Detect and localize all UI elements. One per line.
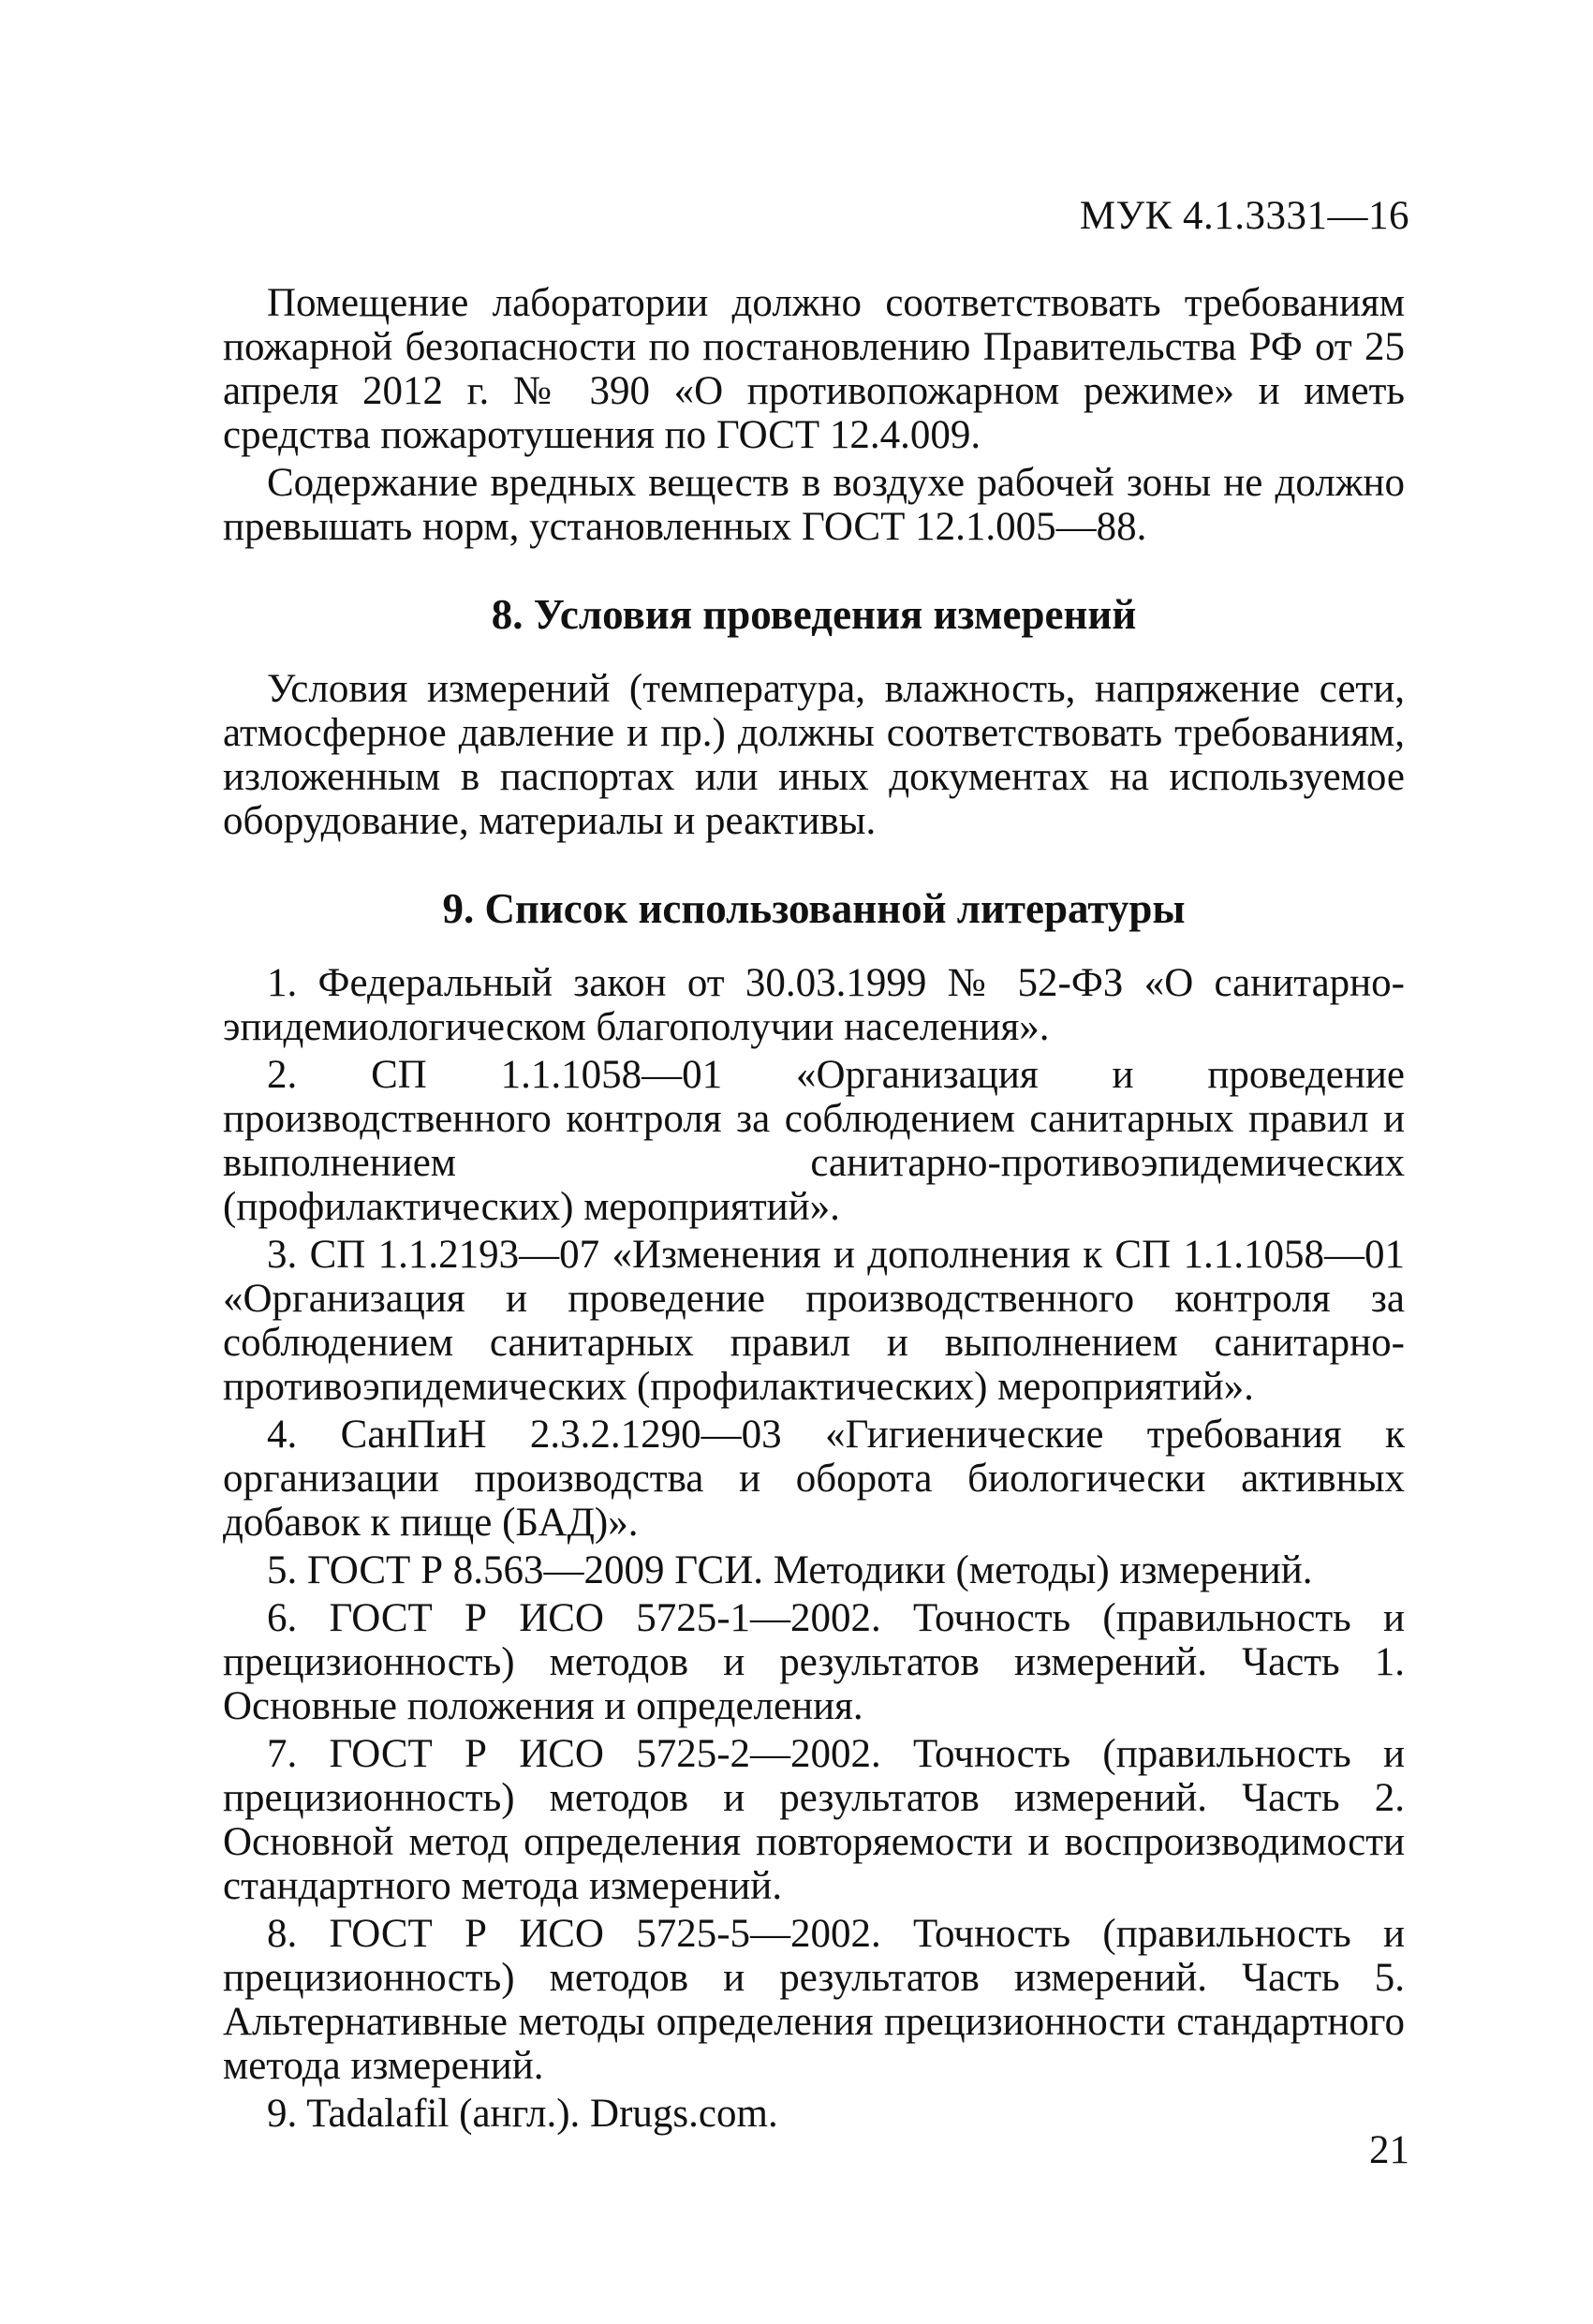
page-content xyxy=(223,281,1405,2139)
reference-item: 1. Федеральный закон от 30.03.1999 № 52-ФЗ «О санитарно-эпидемиологическом благополучии населения». xyxy=(223,961,1405,1049)
reference-item: 8. ГОСТ Р ИСО 5725-5—2002. Точность (правильность и прецизионность) методов и результатов измерений. Часть 5. Альтернативные методы определения прецизионности стандартного метода измерений. xyxy=(223,1912,1405,2088)
section-heading-references: 9. Список использованной литературы xyxy=(442,885,1186,932)
reference-item: 6. ГОСТ Р ИСО 5725-1—2002. Точность (правильность и прецизионность) методов и результатов измерений. Часть 1. Основные положения и определения. xyxy=(223,1596,1405,1728)
page-number: 21 xyxy=(1369,2128,1409,2172)
intro-paragraph: Помещение лаборатории должно соответствовать требованиям пожарной безопасности по постановлению Правительства РФ от 25 апреля 2012 г. № 390 «О противопожарном режиме» и иметь средства пожаротушения по ГОСТ 12.4.009. xyxy=(223,281,1405,457)
section-heading-conditions: 8. Условия проведения измерений xyxy=(491,591,1137,638)
intro-paragraph: Содержание вредных веществ в воздухе рабочей зоны не должно превышать норм, установленных ГОСТ 12.1.005—88. xyxy=(223,461,1405,549)
reference-item: 5. ГОСТ Р 8.563—2009 ГСИ. Методики (методы) измерений. xyxy=(267,1548,1313,1592)
reference-item: 2. СП 1.1.1058—01 «Организация и проведение производственного контроля за соблюдением санитарных правил и выполнением санитарно-противоэпидемических (профилактических) мероприятий». xyxy=(223,1053,1405,1229)
document-code: МУК 4.1.3331—16 xyxy=(1079,194,1409,238)
reference-list xyxy=(223,961,1405,2136)
reference-item: 3. СП 1.1.2193—07 «Изменения и дополнения к СП 1.1.1058—01 «Организация и проведение производственного контроля за соблюдением санитарных правил и выполнением санитарно-противоэпидемических (профилактических) мероприятий». xyxy=(223,1233,1405,1409)
reference-item: 4. СанПиН 2.3.2.1290—03 «Гигиенические требования к организации производства и оборота биологически активных добавок к пище (БАД)». xyxy=(223,1413,1405,1545)
conditions-paragraph: Условия измерений (температура, влажность, напряжение сети, атмосферное давление и пр.) должны соответствовать требованиям, изложенным в паспортах или иных документах на используемое оборудование, материалы и реактивы. xyxy=(223,667,1405,843)
reference-item: 7. ГОСТ Р ИСО 5725-2—2002. Точность (правильность и прецизионность) методов и результатов измерений. Часть 2. Основной метод определения повторяемости и воспроизводимости стандартного метода измерений. xyxy=(223,1732,1405,1908)
reference-item: 9. Tadalafil (англ.). Drugs.com. xyxy=(267,2092,778,2136)
